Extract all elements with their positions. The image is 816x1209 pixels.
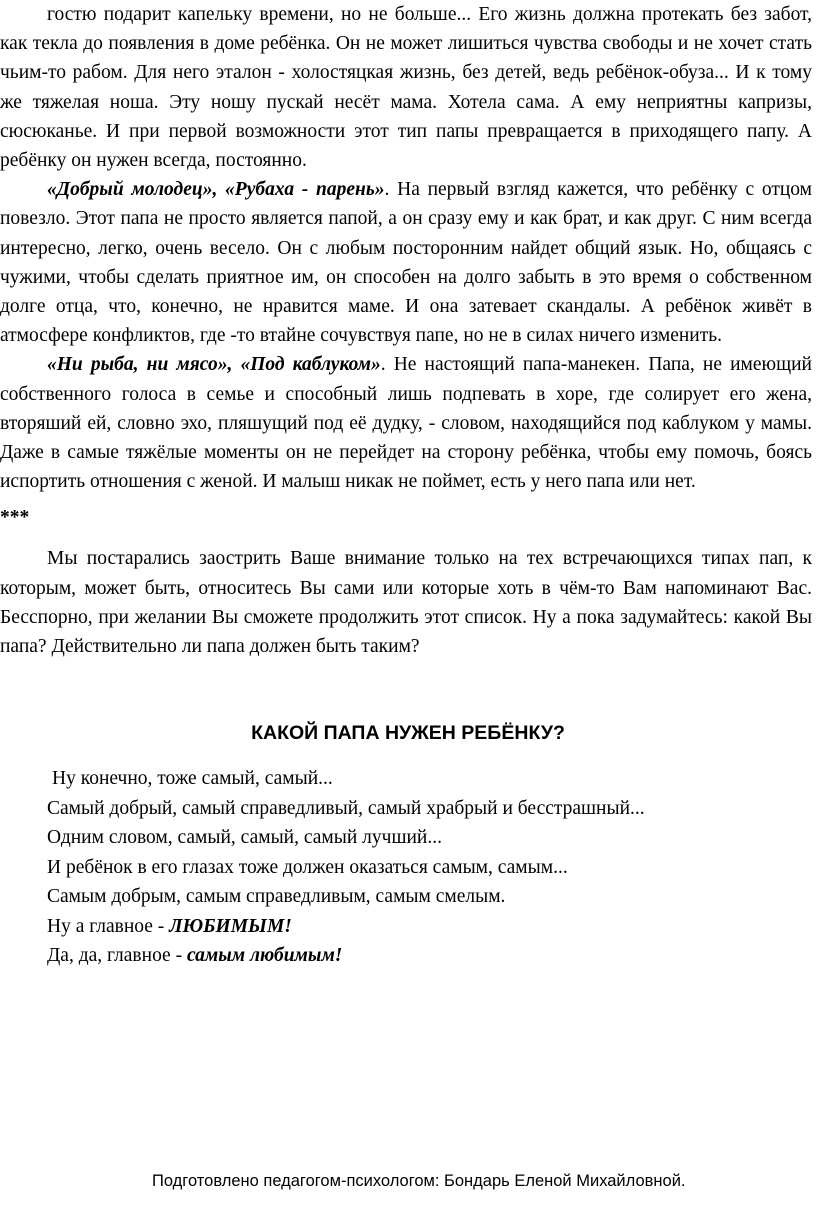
paragraph-henpecked-title: «Ни рыба, ни мясо», «Под каблуком»: [47, 354, 381, 376]
poem-line: И ребёнок в его глазах тоже должен оказаться самым, самым...: [47, 856, 568, 878]
poem-line-text: Да, да, главное -: [47, 945, 187, 966]
poem-line: Самый добрый, самый справедливый, самый храбрый и бесстрашный...: [47, 797, 645, 819]
paragraph-henpecked-text: . Не настоящий папа-манекен. Папа, не имеющий собственного голоса в семье и способный лишь подпевать в хоре, где солирует его жена, вторяший ей, словно эхо, пляшущий под её дудку, - словом, находящийся под каблуком у мамы. Даже в самые тяжёлые моменты он не перейдет на сторону ребёнка, чтобы ему помочь, боясь испортить отношения с женой. И малыш никак не поймет, есть у него папа или нет.: [0, 354, 812, 493]
poem-line-emphasis: самым любимым!: [186, 945, 343, 966]
poem-line: Одним словом, самый, самый, самый лучший...: [47, 827, 442, 848]
poem-line-text: Ну а главное -: [47, 915, 170, 937]
poem-line: [47, 912, 787, 942]
paragraph-good-fellow: [0, 175, 812, 350]
poem-line: Самым добрым, самым справедливым, самым смелым.: [47, 886, 506, 907]
paragraph-conclusion: Мы постарались заострить Ваше внимание только на тех встречающихся типах пап, к которым, может быть, относитесь Вы сами или которые хоть в чём-то Вам напоминают Вас. Бесспорно, при желании Вы сможете продолжить этот список. Ну а пока задумайтесь: какой Вы папа? Действительно ли папа должен быть таким?: [0, 548, 812, 658]
poem: [47, 764, 787, 971]
section-heading: КАКОЙ ПАПА НУЖЕН РЕБЁНКУ?: [251, 722, 565, 744]
author-credit: Подготовлено педагогом-психологом: Бондарь Еленой Михайловной.: [152, 1172, 686, 1190]
paragraph-good-fellow-title: «Добрый молодец», «Рубаха - парень»: [47, 179, 385, 201]
poem-line: Ну конечно, тоже самый, самый...: [52, 768, 333, 789]
poem-line-emphasis: ЛЮБИМЫМ!: [169, 915, 292, 937]
paragraph-henpecked: [0, 350, 812, 496]
poem-line: [47, 941, 787, 971]
paragraph-good-fellow-text: . На первый взгляд кажется, что ребёнку с отцом повезло. Этот папа не просто является папой, а он сразу ему и как брат, и как друг. С ним всегда интересно, легко, очень весело. Он с любым посторонним найдет общий язык. Но, общаясь с чужими, чтобы сделать приятное им, он способен на долго забыть в это время о собственном долге отца, что, конечно, не нравится маме. И она затевает скандалы. А ребёнок живёт в атмосфере конфликтов, где -то втайне сочувствуя папе, но не в силах ничего изменить.: [0, 179, 812, 347]
paragraph-intro: гостю подарит капельку времени, но не больше... Его жизнь должна протекать без забот, как текла до появления в доме ребёнка. Он не может лишиться чувства свободы и не хочет стать чьим-то рабом. Для него эталон - холостяцкая жизнь, без детей, ведь ребёнок-обуза... И к тому же тяжелая ноша. Эту ношу пускай несёт мама. Хотела сама. А ему неприятны капризы, сюсюканье. И при первой возможности этот тип папы превращается в приходящего папу. А ребёнку он нужен всегда, постоянно.: [0, 4, 812, 172]
section-separator: ***: [0, 507, 30, 529]
